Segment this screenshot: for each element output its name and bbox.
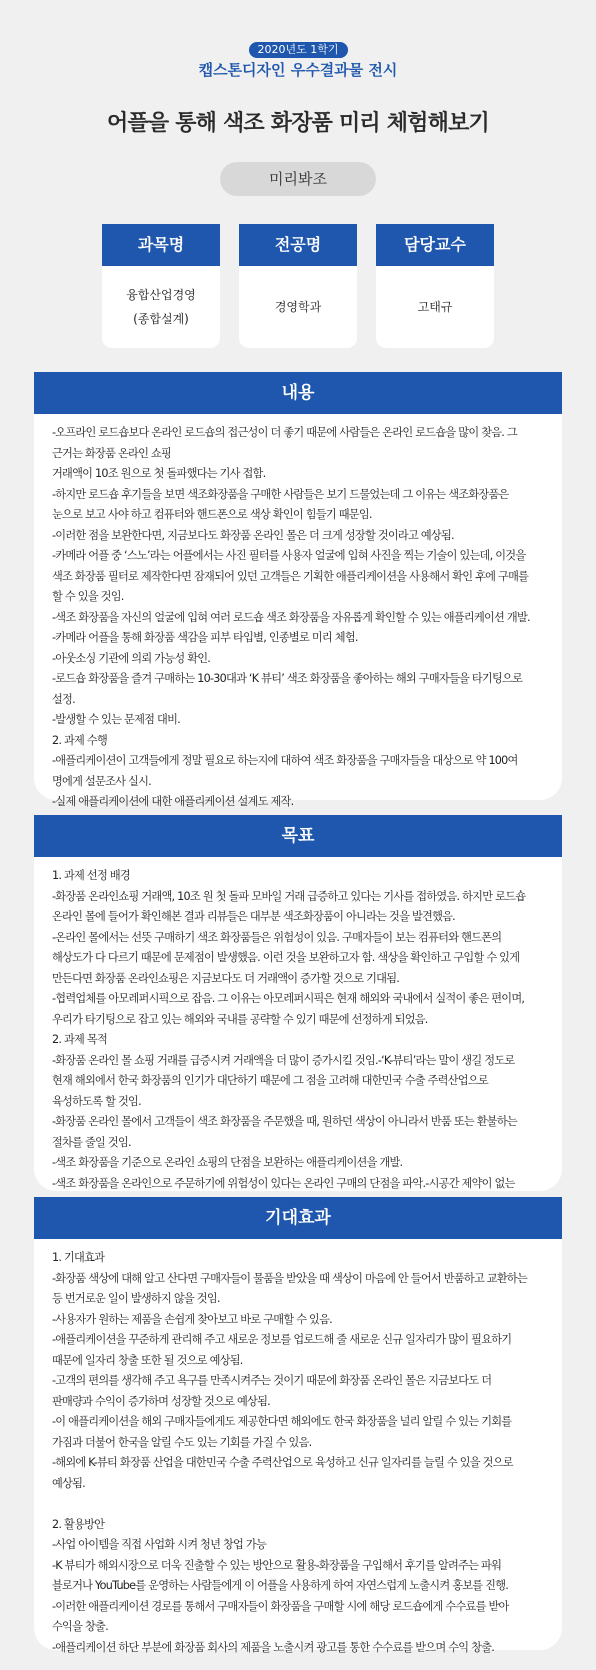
section-effect [34, 1197, 562, 1654]
text-line: -애플리케이션이 고객들에게 정말 필요로 하는지에 대하여 색조 화장품을 구매자들을 대상으로 약 100여 [52, 754, 518, 767]
semester-badge [0, 38, 596, 58]
text-line: 할 수 있을 것임. [52, 590, 124, 603]
text-line: 거래액이 10조 원으로 첫 돌파했다는 기사 접함. [52, 467, 266, 480]
text-line: -화장품 온라인 몰에서 고객들이 색조 화장품을 주문했을 때, 원하던 색상이 아니라서 반품 또는 환불하는 [52, 1115, 517, 1128]
text-line: 2. 과제 목적 [52, 1033, 108, 1046]
section-effect-body [34, 1239, 562, 1658]
professor-card-value [376, 266, 494, 348]
text-line: 우리가 타기팅으로 잡고 있는 해외와 국내를 공략할 수 있기 때문에 선정하게 되었음. [52, 1012, 428, 1026]
text-line: 눈으로 보고 사야 하고 컴퓨터와 핸드폰으로 색상 확인이 힘들기 때문임. [52, 508, 372, 521]
text-line: -이 애플리케이션을 해외 구매자들에게도 제공한다면 해외에도 한국 화장품을 널리 알릴 수 있는 기회를 [52, 1415, 512, 1428]
text-line: 1. 기대효과 [52, 1251, 105, 1264]
section-content [34, 372, 562, 808]
text-line: 가짐과 더불어 한국을 알릴 수도 있는 기회를 가질 수 있음. [52, 1435, 312, 1449]
professor-card-label: 담당교수 [376, 224, 494, 266]
text-line: -온라인 몰에서는 선뜻 구매하기 색조 화장품들은 위험성이 있음. 구매자들이 보는 컴퓨터와 핸드폰의 [52, 930, 502, 944]
text-line: -화장품 온라인 몰 쇼핑 거래를 급증시켜 거래액을 더 많이 증가시킬 것임.-‘K-뷰티’라는 말이 생길 정도로 [52, 1053, 515, 1067]
section-goal-title: 목표 [34, 815, 562, 857]
text-line: -애플리케이션 하단 부분에 화장품 회사의 제품을 노출시켜 광고를 통한 수수료를 받으며 수익 창출. [52, 1640, 495, 1654]
text-line: 육성하도록 할 것임. [52, 1094, 141, 1108]
course-card [102, 224, 220, 348]
section-content-title: 내용 [34, 372, 562, 414]
text-line: 온라인 몰에 들어가 확인해본 결과 리뷰들은 대부분 색조화장품이 아니라는 것을 발견했음. [52, 910, 455, 923]
major-card-label: 전공명 [239, 224, 357, 266]
text-line: 수익을 창출. [52, 1620, 108, 1633]
text-line [52, 1494, 546, 1515]
section-effect-title: 기대효과 [34, 1197, 562, 1239]
text-line: -K 뷰티가 해외시장으로 더욱 진출할 수 있는 방안으로 활용-화장품을 구입해서 후기를 알려주는 파워 [52, 1558, 502, 1572]
text-line: -화장품 색상에 대해 알고 산다면 구매자들이 물품을 받았을 때 색상이 마음에 안 들어서 반품하고 교환하는 [52, 1271, 528, 1285]
text-line: 등 번거로운 일이 발생하지 않을 것임. [52, 1292, 220, 1305]
exhibition-subtitle: 캡스톤디자인 우수결과물 전시 [198, 61, 398, 79]
professor-name: 고태규 [417, 300, 453, 314]
text-line: -아웃소싱 기관에 의뢰 가능성 확인. [52, 651, 211, 665]
text-line: -하지만 로드숍 후기들을 보면 색조화장품을 구매한 사람들은 보기 드물었는데 그 이유는 색조화장품은 [52, 487, 509, 501]
text-line: 판매량과 수익이 증가하며 성장할 것으로 예상됨. [52, 1394, 270, 1408]
section-content-body [34, 414, 562, 813]
course-name: 융합산업경영 [126, 288, 196, 302]
text-line: -색조 화장품을 기준으로 온라인 쇼핑의 단점을 보완하는 애플리케이션을 개발. [52, 1156, 403, 1169]
text-line: 2. 과제 수행 [52, 733, 108, 747]
text-line: -실제 애플리케이션에 대한 애플리케이션 설계도 제작. [52, 795, 294, 808]
text-line: 절차를 줄일 것임. [52, 1135, 131, 1149]
major-name: 경영학과 [274, 300, 322, 314]
section-goal-body [34, 857, 562, 1215]
text-line: -사업 아이템을 직접 사업화 시켜 청년 창업 가능 [52, 1538, 267, 1551]
team-name-pill: 미리봐조 [220, 162, 376, 196]
text-line: -오프라인 로드숍보다 온라인 로드숍의 접근성이 더 좋기 때문에 사람들은 온라인 로드숍을 많이 찾음. 그 [52, 426, 517, 439]
major-card [239, 224, 357, 348]
course-card-value [102, 266, 220, 348]
semester-label: 2020년도 1학기 [249, 42, 348, 58]
text-line: 2. 활용방안 [52, 1517, 105, 1531]
text-line: -사용자가 원하는 제품을 손쉽게 찾아보고 바로 구매할 수 있음. [52, 1312, 332, 1326]
text-line: -카메라 어플 중 ‘스노’라는 어플에서는 사진 필터를 사용자 얼굴에 입혀 사진을 찍는 기술이 있는데, 이것을 [52, 549, 526, 562]
text-line: -로드숍 화장품을 즐겨 구매하는 10-30대과 ‘K 뷰티’ 색조 화장품을 좋아하는 해외 구매자들을 타기팅으로 [52, 672, 523, 685]
text-line: -색조 화장품을 자신의 얼굴에 입혀 여러 로드숍 색조 화장품을 자유롭게 확인할 수 있는 애플리케이션 개발. [52, 610, 530, 624]
section-goal [34, 815, 562, 1191]
text-line: 현재 해외에서 한국 화장품의 인기가 대단하기 때문에 그 점을 고려해 대한민국 수출 주력산업으로 [52, 1074, 488, 1087]
text-line: 근거는 화장품 온라인 쇼핑 [52, 446, 172, 460]
text-line: 해상도가 다 다르기 때문에 문제점이 발생했음. 이런 것을 보완하고자 함. 색상을 확인하고 구입할 수 있게 [52, 951, 520, 964]
text-line: 색조 화장품 필터로 제작한다면 잠재되어 있던 고객들은 기획한 애플리케이션을 사용해서 확인 후에 구매를 [52, 569, 529, 583]
major-card-value [239, 266, 357, 348]
text-line: -색조 화장품을 온라인으로 주문하기에 위험성이 있다는 온라인 구매의 단점을 파악.-시공간 제약이 없는 [52, 1176, 515, 1190]
text-line: 설정. [52, 692, 75, 706]
text-line: 때문에 일자리 창출 또한 될 것으로 예상됨. [52, 1353, 243, 1367]
text-line: 명에게 설문조사 실시. [52, 774, 151, 788]
page-title: 어플을 통해 색조 화장품 미리 체험해보기 [107, 111, 489, 136]
text-line: -이러한 점을 보완한다면, 지금보다도 화장품 온라인 몰은 더 크게 성장할 것이라고 예상됨. [52, 528, 454, 542]
text-line: -카메라 어플을 통해 화장품 색감을 피부 타입별, 인종별로 미리 체험. [52, 631, 358, 644]
text-line: -발생할 수 있는 문제점 대비. [52, 713, 180, 726]
text-line: -고객의 편의를 생각해 주고 욕구를 만족시켜주는 것이기 때문에 화장품 온라인 몰은 지금보다도 더 [52, 1374, 492, 1387]
professor-card [376, 224, 494, 348]
text-line: -화장품 온라인쇼핑 거래액, 10조 원 첫 돌파 모바일 거래 급증하고 있다는 기사를 접하였음. 하지만 로드숍 [52, 889, 526, 903]
course-name-detail: (종합설계) [133, 312, 189, 326]
course-card-label: 과목명 [102, 224, 220, 266]
text-line: -이러한 애플리케이션 경로를 통해서 구매자들이 화장품을 구매할 시에 해당 로드숍에게 수수료를 받아 [52, 1599, 509, 1613]
text-line: 예상됨. [52, 1476, 85, 1490]
text-line: -협력업체를 아모레퍼시픽으로 잡음. 그 이유는 아모레퍼시픽은 현재 해외와 국내에서 실적이 좋은 편이며, [52, 992, 525, 1005]
text-line: 1. 과제 선정 배경 [52, 869, 130, 882]
text-line: -애플리케이션을 꾸준하게 관리해 주고 새로운 정보를 업로드해 줄 새로운 신규 일자리가 많이 필요하기 [52, 1333, 512, 1346]
text-line: -해외에 K-뷰티 화장품 산업을 대한민국 수출 주력산업으로 육성하고 신규 일자리를 늘릴 수 있을 것으로 [52, 1456, 513, 1469]
text-line: 만든다면 화장품 온라인쇼핑은 지금보다도 더 거래액이 증가할 것으로 기대됨. [52, 971, 400, 985]
text-line: 블로거나 YouTube를 운영하는 사람들에게 이 어플을 사용하게 하여 자연스럽게 노출시켜 홍보를 진행. [52, 1579, 509, 1592]
